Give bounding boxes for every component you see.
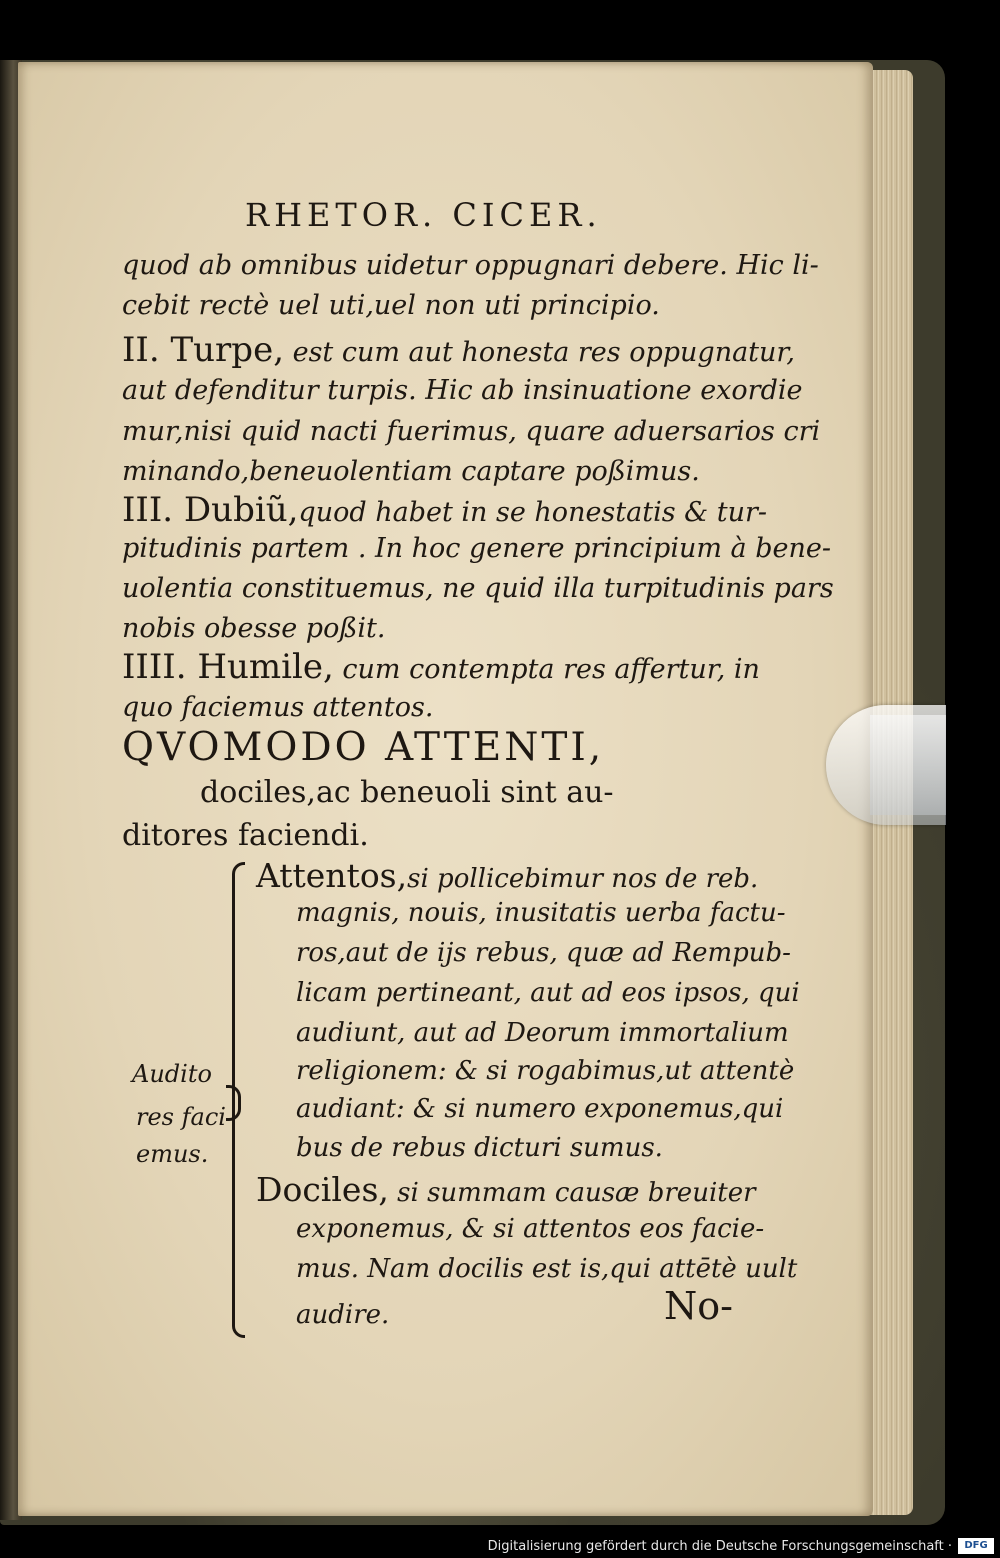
attentos-line: magnis, nouis, inusitatis uerba factu- (296, 898, 786, 928)
attentos-line: audiunt, aut ad Deorum immortalium (296, 1018, 789, 1048)
attentos-line (256, 856, 758, 895)
dociles-line (256, 1170, 756, 1209)
section-text: est cum aut honesta res oppugnatur, (292, 337, 795, 368)
footer-bar (0, 1536, 1000, 1558)
section-text: cum contempta res affertur, in (342, 654, 760, 685)
section-text: quod habet in se honestatis & tur- (298, 497, 768, 528)
attentos-line: licam pertineant, aut ad eos ipsos, qui (296, 978, 800, 1008)
text-line: quod ab omnibus uidetur oppugnari debere. Hic li- (122, 250, 819, 281)
text-line (122, 647, 760, 687)
text-line: uolentia constituemus, ne quid illa turpitudinis pars (122, 573, 834, 604)
attentos-line: religionem: & si rogabimus,ut attentè (296, 1056, 795, 1086)
attentos-text: si pollicebimur nos de reb. (407, 864, 759, 894)
text-line (122, 490, 767, 530)
dociles-line: audire. (296, 1300, 390, 1330)
text-line: aut defenditur turpis. Hic ab insinuatione exordie (122, 375, 803, 406)
text-line (122, 330, 795, 370)
attentos-line: bus de rebus dicturi sumus. (296, 1133, 663, 1163)
section-marker: IIII. Humile, (122, 647, 334, 687)
text-line: pitudinis partem . In hoc genere principium à bene- (122, 533, 831, 564)
dfg-logo: DFG (958, 1538, 994, 1554)
side-label: Audito (132, 1060, 212, 1088)
dociles-text: si summam causæ breuiter (397, 1178, 756, 1208)
text-line: minando,beneuolentiam captare poßimus. (122, 456, 700, 487)
dociles-line: exponemus, & si attentos eos facie- (296, 1214, 765, 1244)
text-line: nobis obesse poßit. (122, 613, 386, 644)
catchword: No- (664, 1284, 733, 1328)
text-line: cebit rectè uel uti,uel non uti principio. (122, 290, 660, 321)
attentos-line: ros,aut de ijs rebus, quæ ad Rempub- (296, 938, 791, 968)
attentos-line: audiant: & si numero exponemus,qui (296, 1094, 784, 1124)
side-label: emus. (136, 1140, 209, 1168)
dociles-line: mus. Nam docilis est is,qui attētè uult (296, 1254, 798, 1284)
section-marker: II. Turpe, (122, 330, 284, 370)
dociles-lead: Dociles, (256, 1170, 389, 1209)
attentos-lead: Attentos, (256, 856, 408, 895)
section-marker: III. Dubiũ, (122, 490, 299, 530)
section-heading-line: ditores faciendi. (122, 818, 369, 853)
text-line: quo faciemus attentos. (122, 692, 434, 723)
footer-credit: Digitalisierung gefördert durch die Deutsche Forschungsgemeinschaft · (487, 1539, 952, 1554)
section-heading: QVOMODO ATTENTI, (122, 725, 605, 770)
text-line: mur,nisi quid nacti fuerimus, quare aduersarios cri (122, 416, 821, 447)
section-heading-line: dociles,ac beneuoli sint au- (200, 775, 614, 810)
side-label: res faci (136, 1103, 226, 1131)
brace-point (226, 1085, 241, 1121)
page-clip (826, 705, 946, 825)
running-head: RHETOR. CICER. (245, 196, 602, 234)
